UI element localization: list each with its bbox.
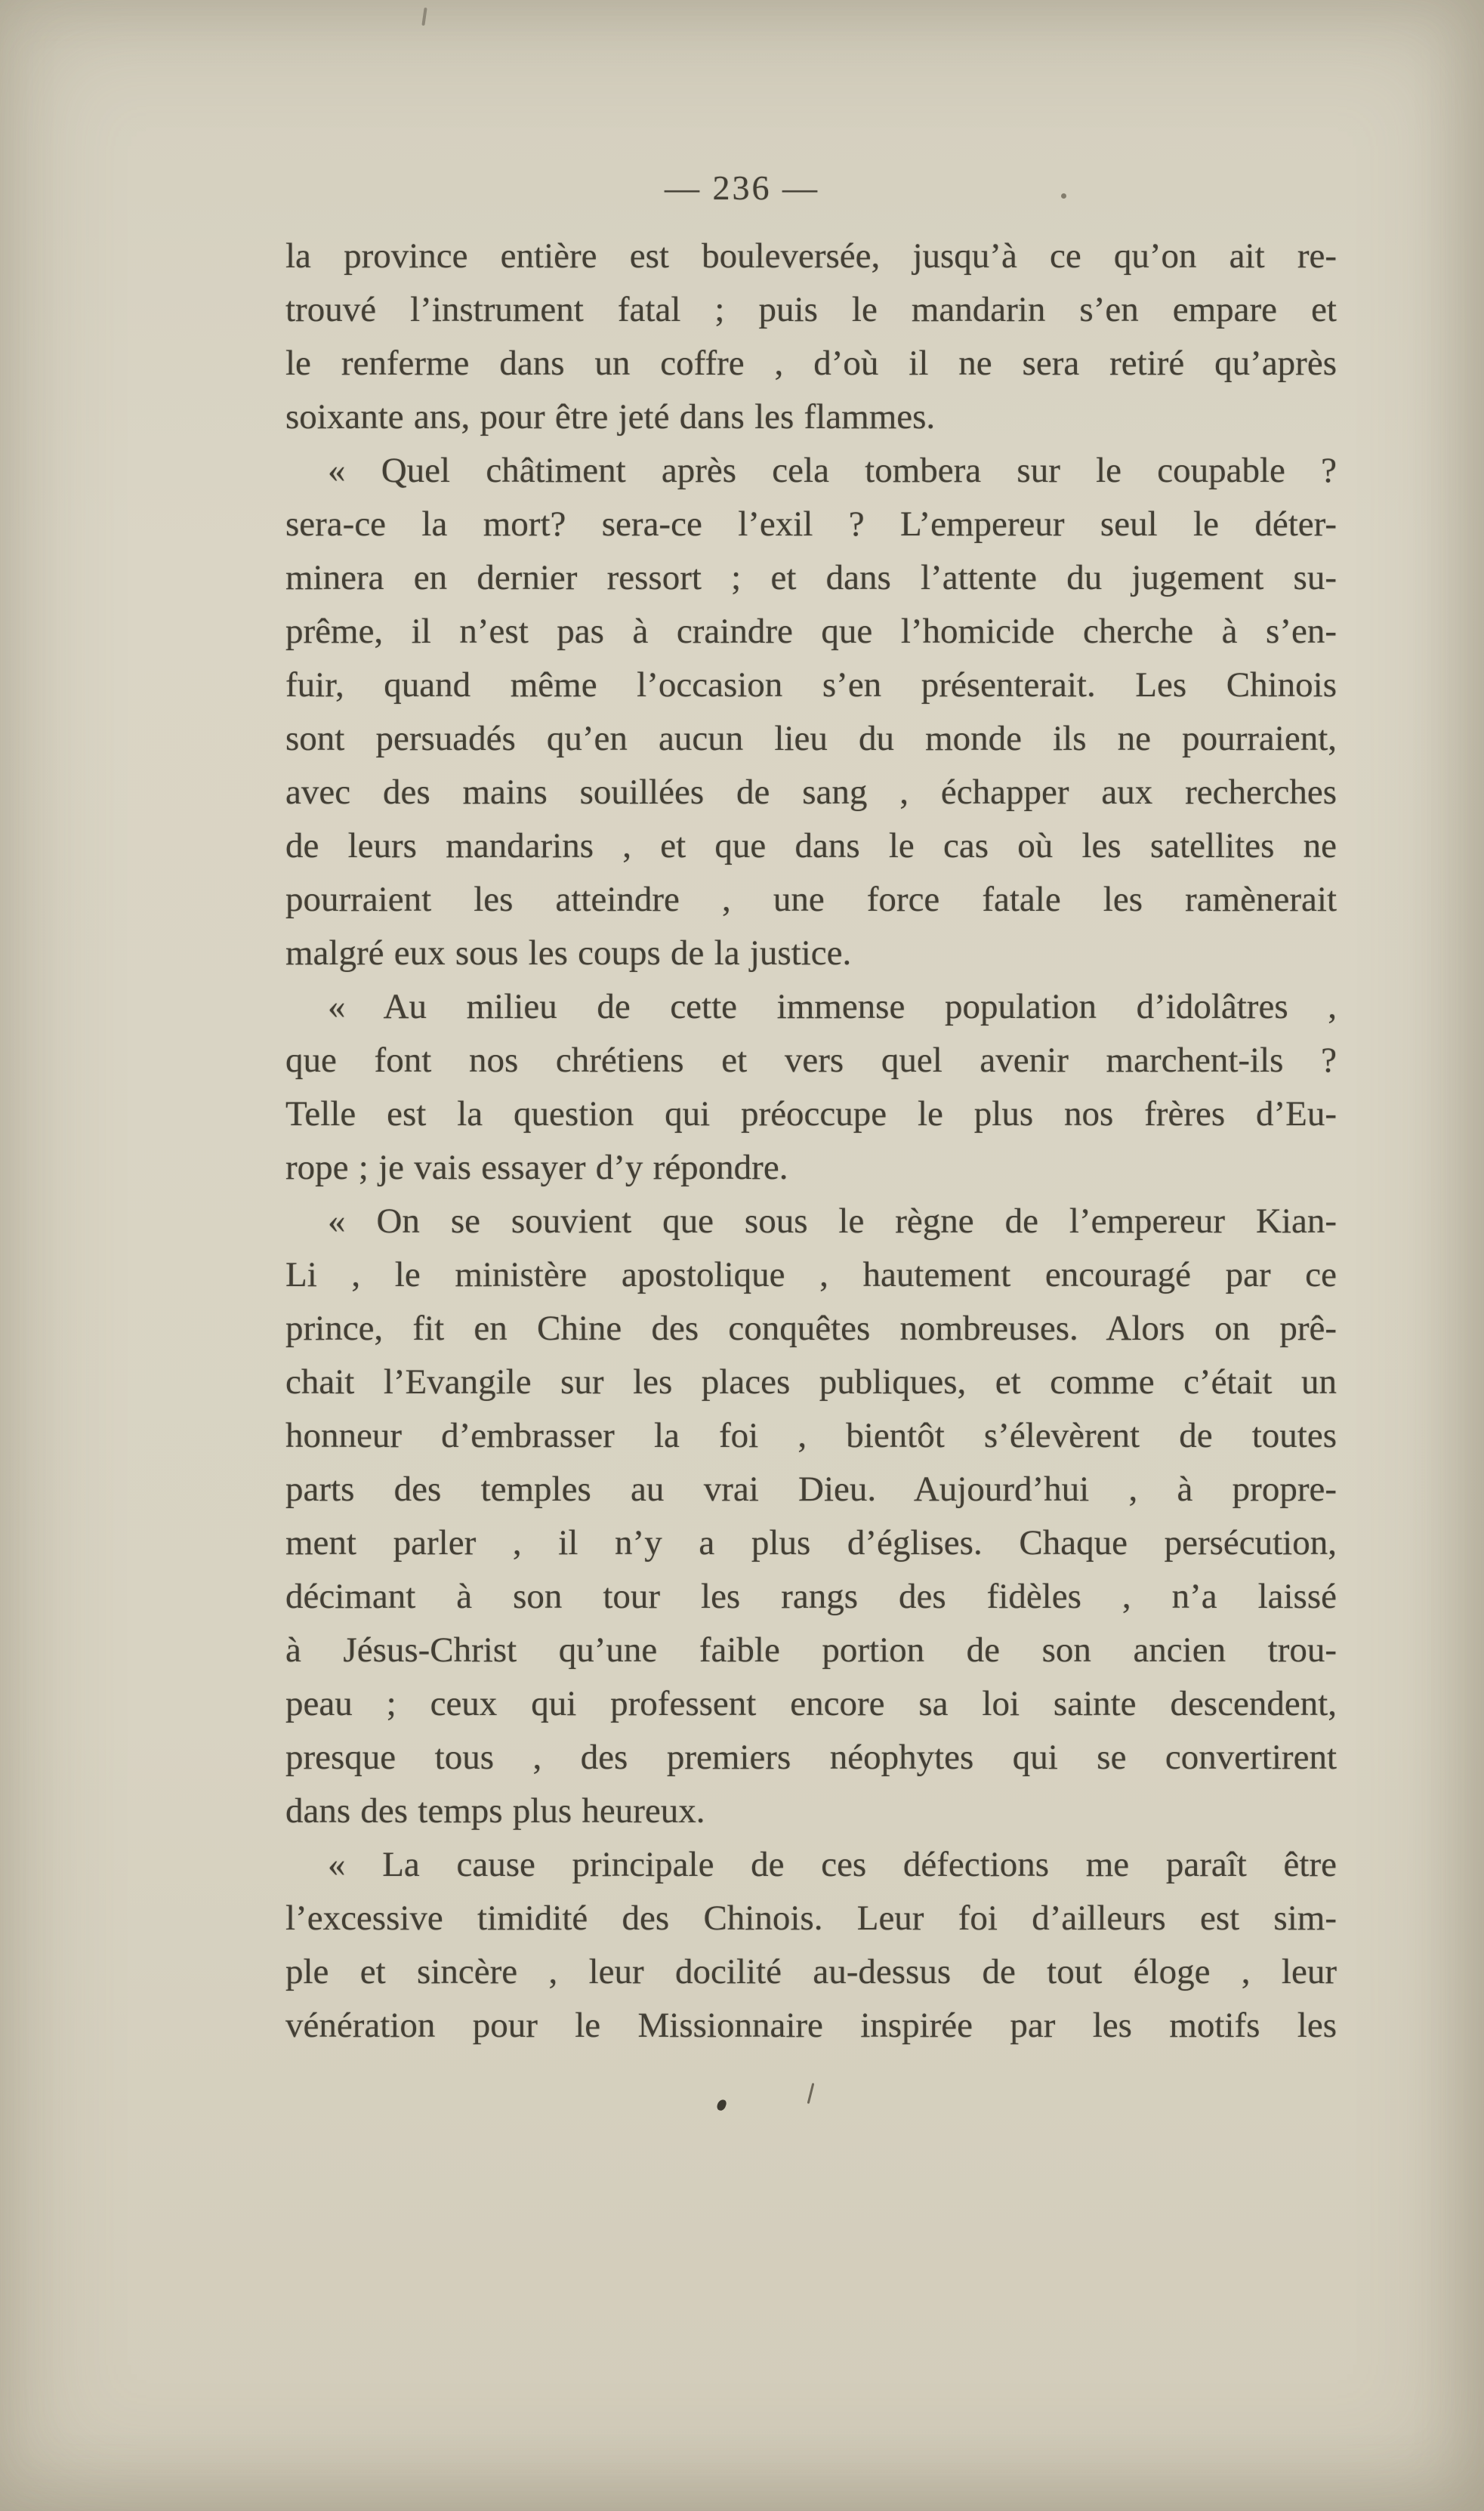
text-line: ple et sincère , leur docilité au-dessus de tout éloge , leur — [285, 1952, 1337, 1991]
text-line: avec des mains souillées de sang , échapper aux recherches — [285, 773, 1337, 812]
text-line: décimant à son tour les rangs des fidèles , n’a laissé — [285, 1577, 1337, 1616]
ink-speck — [1061, 193, 1066, 199]
text-line: prême, il n’est pas à craindre que l’homicide cherche à s’en- — [285, 612, 1337, 651]
text-line: trouvé l’instrument fatal ; puis le mandarin s’en empare et — [285, 290, 1337, 329]
text-line: que font nos chrétiens et vers quel avenir marchent-ils ? — [285, 1041, 1337, 1080]
text-line: « Au milieu de cette immense population d’idolâtres , — [328, 987, 1337, 1026]
text-line: à Jésus-Christ qu’une faible portion de son ancien trou- — [285, 1630, 1337, 1670]
text-line: « Quel châtiment après cela tombera sur le coupable ? — [328, 451, 1337, 490]
text-line: de leurs mandarins , et que dans le cas où les satellites ne — [285, 826, 1337, 865]
text-line: « On se souvient que sous le règne de l’empereur Kian- — [328, 1202, 1337, 1241]
text-line: parts des temples au vrai Dieu. Aujourd’hui , à propre- — [285, 1470, 1337, 1509]
text-line: le renferme dans un coffre , d’où il ne sera retiré qu’après — [285, 344, 1337, 383]
text-line: pourraient les atteindre , une force fatale les ramènerait — [285, 880, 1337, 919]
text-line: dans des temps plus heureux. — [285, 1791, 705, 1831]
text-line: « La cause principale de ces défections me paraît être — [328, 1845, 1337, 1884]
text-block — [285, 230, 1337, 2053]
text-line: sont persuadés qu’en aucun lieu du monde ils ne pourraient, — [285, 719, 1337, 758]
ink-speck — [716, 2099, 727, 2112]
text-line: l’excessive timidité des Chinois. Leur foi d’ailleurs est sim- — [285, 1899, 1337, 1938]
text-line: rope ; je vais essayer d’y répondre. — [285, 1148, 788, 1187]
page-number: — 236 — — [665, 168, 819, 207]
text-line: Li , le ministère apostolique , hautement encouragé par ce — [285, 1255, 1337, 1294]
text-line: malgré eux sous les coups de la justice. — [285, 933, 852, 973]
ink-speck — [421, 8, 427, 26]
text-line: fuir, quand même l’occasion s’en présenterait. Les Chinois — [285, 665, 1337, 705]
ink-speck — [807, 2083, 815, 2104]
text-line: prince, fit en Chine des conquêtes nombreuses. Alors on prê- — [285, 1309, 1337, 1348]
text-line: sera-ce la mort? sera-ce l’exil ? L’empereur seul le déter- — [285, 504, 1337, 544]
text-line: presque tous , des premiers néophytes qui se convertirent — [285, 1738, 1337, 1777]
text-line: honneur d’embrasser la foi , bientôt s’élevèrent de toutes — [285, 1416, 1337, 1455]
text-line: vénération pour le Missionnaire inspirée par les motifs les — [285, 2006, 1337, 2045]
text-line: ment parler , il n’y a plus d’églises. Chaque persécution, — [285, 1523, 1337, 1562]
text-line: minera en dernier ressort ; et dans l’attente du jugement su- — [285, 558, 1337, 597]
text-line: la province entière est bouleversée, jusqu’à ce qu’on ait re- — [285, 236, 1337, 276]
text-line: peau ; ceux qui professent encore sa loi sainte descendent, — [285, 1684, 1337, 1723]
text-line: soixante ans, pour être jeté dans les flammes. — [285, 397, 936, 436]
text-line: Telle est la question qui préoccupe le plus nos frères d’Eu- — [285, 1094, 1337, 1134]
text-line: chait l’Evangile sur les places publiques, et comme c’était un — [285, 1362, 1337, 1402]
